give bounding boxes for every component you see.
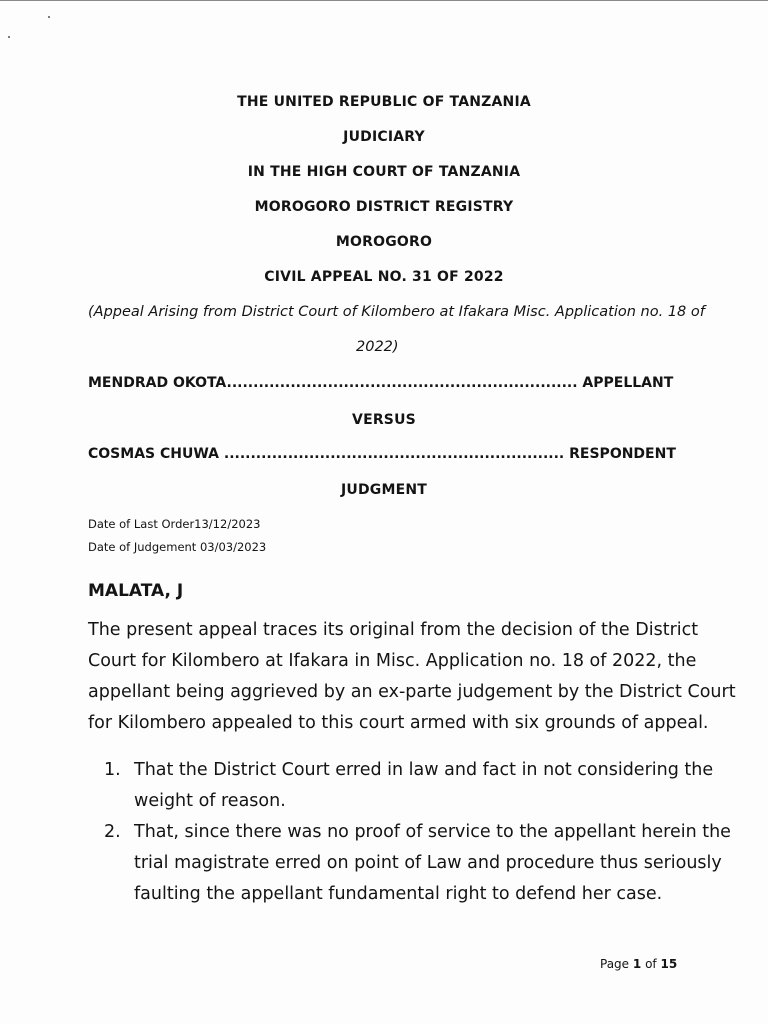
ground-line: faulting the appellant fundamental right to defend her case. [134,884,663,904]
ground-number: 1. [104,760,121,780]
header-republic: THE UNITED REPUBLIC OF TANZANIA [237,94,531,110]
header-registry: MOROGORO DISTRICT REGISTRY [254,199,514,215]
page-total: 15 [660,957,678,971]
ground-number: 2. [104,822,121,842]
page-word: Page [600,957,630,971]
appellant-name: MENDRAD OKOTA [88,375,227,391]
ground-line: That the District Court erred in law and fact in not considering the [134,760,714,780]
judgment-title: JUDGMENT [340,482,428,498]
versus-label: VERSUS [352,412,416,428]
ground-line: That, since there was no proof of service to the appellant herein the [134,822,731,842]
appeal-origin-line-1: (Appeal Arising from District Court of Kilombero at Ifakara Misc. Application no. 18 of [88,304,705,320]
respondent-name: COSMAS CHUWA [88,446,219,462]
page-current: 1 [632,957,642,971]
scan-speck [48,16,50,18]
paragraph-line: for Kilombero appealed to this court armed with six grounds of appeal. [88,713,709,733]
page-number [600,957,677,971]
scan-speck [8,36,10,38]
appeal-origin-line-2: 2022) [356,339,399,355]
respondent-role: RESPONDENT [569,446,676,462]
paragraph-line: The present appeal traces its original from the decision of the District [88,620,699,640]
header-court: IN THE HIGH COURT OF TANZANIA [247,164,521,180]
of-word: of [645,957,657,971]
case-number: CIVIL APPEAL NO. 31 OF 2022 [264,269,504,285]
respondent-leader-dots: ................................................................ [223,446,565,462]
date-last-order: Date of Last Order13/12/2023 [88,517,261,531]
judge-name: MALATA, J [88,581,184,601]
date-judgement: Date of Judgement 03/03/2023 [88,540,267,554]
header-place: MOROGORO [335,234,433,250]
paragraph-line: appellant being aggrieved by an ex-parte judgement by the District Court [88,682,736,702]
appellant-line [88,375,673,391]
paragraph-line: Court for Kilombero at Ifakara in Misc. Application no. 18 of 2022, the [88,651,697,671]
appellant-role: APPELLANT [582,375,674,391]
respondent-line [88,446,676,462]
ground-line: trial magistrate erred on point of Law and procedure thus seriously [134,853,722,873]
header-judiciary: JUDICIARY [343,129,425,145]
appellant-leader-dots: .................................................................. [226,375,578,391]
scan-top-edge [0,0,768,1]
ground-line: weight of reason. [134,791,286,811]
